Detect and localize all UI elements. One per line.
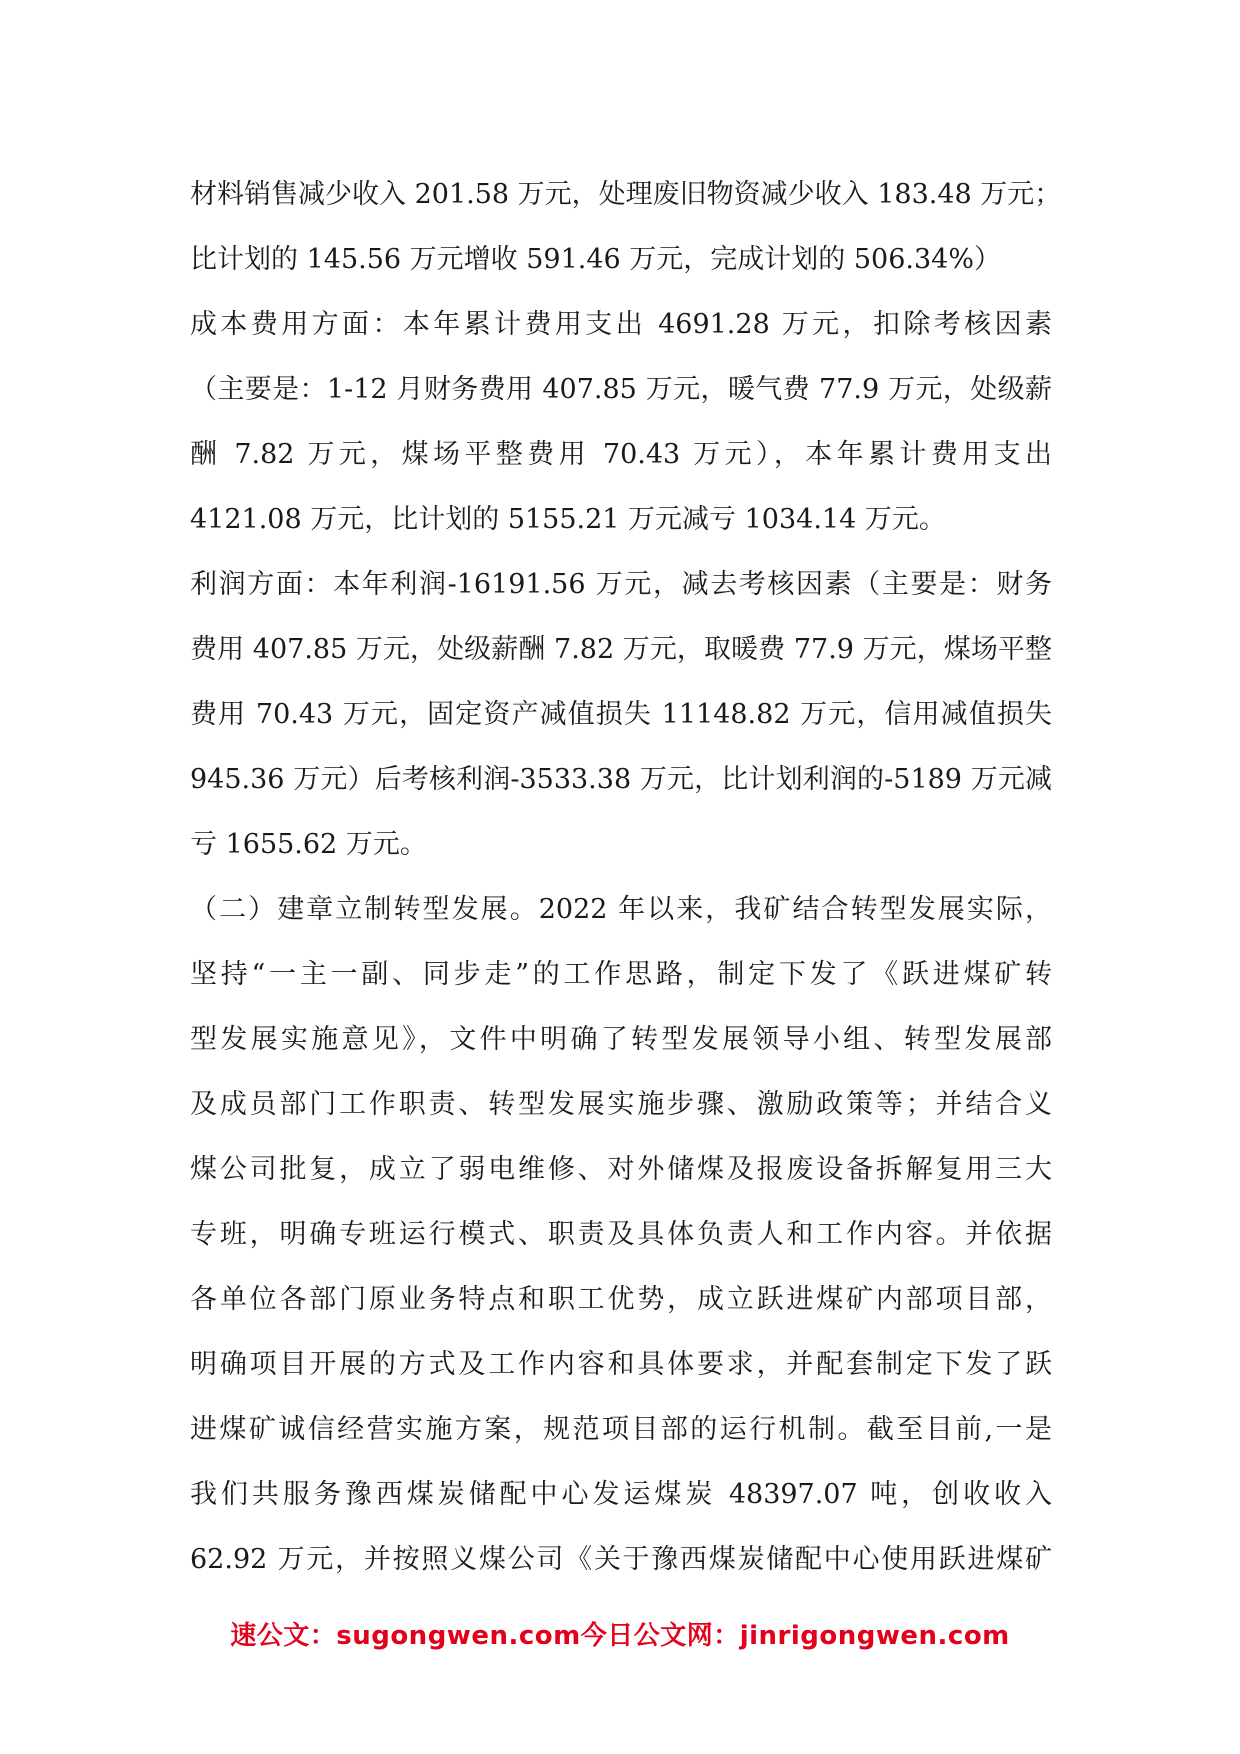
text-line: 费用 407.85 万元，处级薪酬 7.82 万元，取暖费 77.9 万元，煤场平整 [190,634,1052,665]
watermark-footer: 速公文：sugongwen.com今日公文网：jinrigongwen.com [230,1621,1010,1651]
text-line: 酬 7.82 万元，煤场平整费用 70.43 万元），本年累计费用支出 [190,439,1052,470]
text-line: 利润方面：本年利润-16191.56 万元，减去考核因素（主要是：财务 [190,569,1052,600]
text-line: 煤公司批复，成立了弱电维修、对外储煤及报废设备拆解复用三大 [190,1154,1052,1185]
text-line: 型发展实施意见》，文件中明确了转型发展领导小组、转型发展部 [190,1024,1052,1055]
text-line: 明确项目开展的方式及工作内容和具体要求，并配套制定下发了跃 [190,1349,1052,1380]
text-line: 比计划的 145.56 万元增收 591.46 万元，完成计划的 506.34%） [190,244,1001,275]
text-line: 亏 1655.62 万元。 [190,829,427,860]
text-line: 4121.08 万元，比计划的 5155.21 万元减亏 1034.14 万元。 [190,504,946,535]
text-line: 坚持“一主一副、同步走”的工作思路，制定下发了《跃进煤矿转 [190,959,1052,990]
text-line: 材料销售减少收入 201.58 万元，处理废旧物资减少收入 183.48 万元； [190,179,1062,210]
document-body [190,162,1062,1592]
text-line: 及成员部门工作职责、转型发展实施步骤、激励政策等；并结合义 [190,1089,1052,1120]
text-line: 成本费用方面：本年累计费用支出 4691.28 万元，扣除考核因素 [190,309,1052,340]
text-line: （二）建章立制转型发展。2022 年以来，我矿结合转型发展实际， [190,894,1052,925]
text-line: 945.36 万元）后考核利润-3533.38 万元，比计划利润的-5189 万元减 [190,764,1052,795]
text-line: 62.92 万元，并按照义煤公司《关于豫西煤炭储配中心使用跃进煤矿 [190,1544,1052,1575]
text-line: （主要是：1-12 月财务费用 407.85 万元，暖气费 77.9 万元，处级薪 [190,374,1052,405]
text-line: 我们共服务豫西煤炭储配中心发运煤炭 48397.07 吨，创收收入 [190,1479,1052,1510]
text-line: 专班，明确专班运行模式、职责及具体负责人和工作内容。并依据 [190,1219,1052,1250]
text-line: 进煤矿诚信经营实施方案，规范项目部的运行机制。截至目前,一是 [190,1414,1052,1445]
text-line: 各单位各部门原业务特点和职工优势，成立跃进煤矿内部项目部， [190,1284,1052,1315]
text-line: 费用 70.43 万元，固定资产减值损失 11148.82 万元，信用减值损失 [190,699,1052,730]
